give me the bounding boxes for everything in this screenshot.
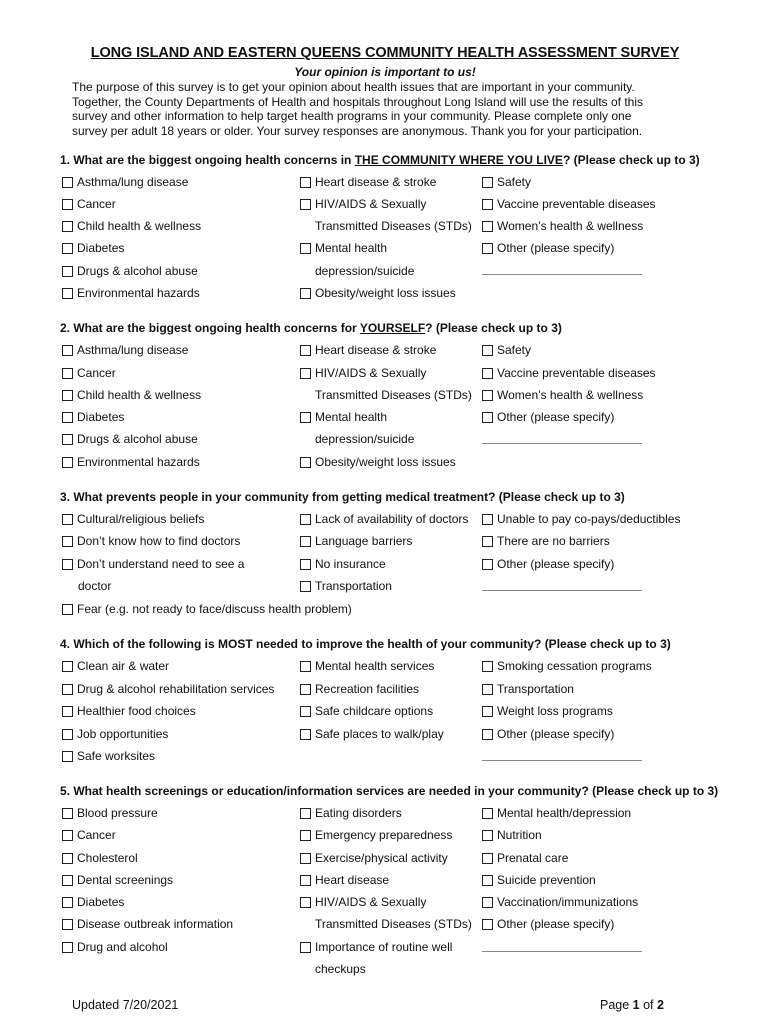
- checkbox[interactable]: [300, 581, 311, 592]
- q4-other-specify-line[interactable]: [482, 760, 642, 761]
- checkbox[interactable]: [62, 751, 73, 762]
- checkbox[interactable]: [62, 412, 73, 423]
- checkbox[interactable]: [482, 199, 493, 210]
- checkbox[interactable]: [482, 536, 493, 547]
- q2-option-hiv-cont: Transmitted Diseases (STDs): [315, 388, 472, 402]
- question-3: 3. What prevents people in your community from getting medical treatment? (Please check up to 3): [60, 490, 625, 504]
- q1-option-asthma[interactable]: Asthma/lung disease: [62, 174, 188, 190]
- checkbox[interactable]: [300, 514, 311, 525]
- q5-option-diabetes[interactable]: Diabetes: [62, 894, 124, 910]
- q2-option-env[interactable]: Environmental hazards: [62, 454, 200, 470]
- checkbox[interactable]: [62, 221, 73, 232]
- q3-option-nobarriers[interactable]: There are no barriers: [482, 533, 610, 549]
- q4-option-jobs[interactable]: Job opportunities: [62, 726, 168, 742]
- checkbox[interactable]: [300, 942, 311, 953]
- q5-option-vacc[interactable]: Vaccination/immunizations: [482, 894, 638, 910]
- checkbox[interactable]: [62, 875, 73, 886]
- q2-option-women[interactable]: Women’s health & wellness: [482, 387, 643, 403]
- intro-line: survey and other information to help target health programs in your community. Please complete only one: [72, 109, 632, 123]
- q4-option-walk[interactable]: Safe places to walk/play: [300, 726, 444, 742]
- checkbox[interactable]: [300, 199, 311, 210]
- q4-option-worksites[interactable]: Safe worksites: [62, 748, 155, 764]
- checkbox[interactable]: [482, 177, 493, 188]
- q2-other-specify-line[interactable]: [482, 443, 642, 444]
- q2-option-mental-cont: depression/suicide: [315, 432, 415, 446]
- checkbox[interactable]: [300, 853, 311, 864]
- checkbox[interactable]: [62, 559, 73, 570]
- q3-option-fear[interactable]: Fear (e.g. not ready to face/discuss health problem): [62, 601, 352, 617]
- q2-option-vaccine[interactable]: Vaccine preventable diseases: [482, 365, 656, 381]
- q1-option-env[interactable]: Environmental hazards: [62, 285, 200, 301]
- question-4: 4. Which of the following is MOST needed to improve the health of your community? (Please check up to 3): [60, 637, 671, 651]
- q4-option-air[interactable]: Clean air & water: [62, 658, 169, 674]
- q5-option-chol[interactable]: Cholesterol: [62, 850, 138, 866]
- q3-option-noins[interactable]: No insurance: [300, 556, 386, 572]
- intro-paragraph: [72, 80, 702, 138]
- q1-option-drugs[interactable]: Drugs & alcohol abuse: [62, 263, 198, 279]
- checkbox[interactable]: [482, 830, 493, 841]
- q3-option-dontunderstand-cont: doctor: [78, 579, 112, 593]
- checkbox[interactable]: [482, 390, 493, 401]
- checkbox[interactable]: [300, 729, 311, 740]
- checkbox[interactable]: [300, 684, 311, 695]
- q1-option-mental[interactable]: Mental health: [300, 240, 387, 256]
- checkbox[interactable]: [62, 288, 73, 299]
- checkbox[interactable]: [300, 457, 311, 468]
- checkbox[interactable]: [62, 434, 73, 445]
- q5-option-nutrition[interactable]: Nutrition: [482, 827, 542, 843]
- q1-option-cancer[interactable]: Cancer: [62, 196, 116, 212]
- q3-other-specify-line[interactable]: [482, 590, 642, 591]
- q2-option-safety[interactable]: Safety: [482, 342, 531, 358]
- checkbox[interactable]: [62, 897, 73, 908]
- q2-option-obesity[interactable]: Obesity/weight loss issues: [300, 454, 456, 470]
- checkbox[interactable]: [300, 559, 311, 570]
- checkbox[interactable]: [62, 368, 73, 379]
- checkbox[interactable]: [482, 729, 493, 740]
- q2-option-mental[interactable]: Mental health: [300, 409, 387, 425]
- checkbox[interactable]: [482, 514, 493, 525]
- q4-option-other[interactable]: Other (please specify): [482, 726, 614, 742]
- checkbox[interactable]: [62, 661, 73, 672]
- q2-option-cancer[interactable]: Cancer: [62, 365, 116, 381]
- q2-option-hiv[interactable]: HIV/AIDS & Sexually: [300, 365, 426, 381]
- checkbox[interactable]: [482, 243, 493, 254]
- checkbox[interactable]: [62, 830, 73, 841]
- checkbox[interactable]: [482, 412, 493, 423]
- q5-option-outbreak[interactable]: Disease outbreak information: [62, 916, 233, 932]
- survey-subtitle: Your opinion is important to us!: [294, 65, 476, 79]
- q4-option-smoking[interactable]: Smoking cessation programs: [482, 658, 652, 674]
- q1-option-women[interactable]: Women’s health & wellness: [482, 218, 643, 234]
- q4-option-rehab[interactable]: Drug & alcohol rehabilitation services: [62, 681, 274, 697]
- checkbox[interactable]: [300, 830, 311, 841]
- checkbox[interactable]: [482, 919, 493, 930]
- checkbox[interactable]: [62, 243, 73, 254]
- q5-option-cancer[interactable]: Cancer: [62, 827, 116, 843]
- checkbox[interactable]: [62, 514, 73, 525]
- q5-option-bp[interactable]: Blood pressure: [62, 805, 158, 821]
- checkbox[interactable]: [300, 706, 311, 717]
- checkbox[interactable]: [62, 706, 73, 717]
- q2-option-child[interactable]: Child health & wellness: [62, 387, 201, 403]
- page-number: Page 1 of 2: [600, 998, 664, 1012]
- q5-option-routine[interactable]: Importance of routine well: [300, 939, 452, 955]
- q3-option-other[interactable]: Other (please specify): [482, 556, 614, 572]
- question-2: 2. What are the biggest ongoing health concerns for YOURSELF? (Please check up to 3): [60, 321, 562, 335]
- checkbox[interactable]: [62, 942, 73, 953]
- q3-option-language[interactable]: Language barriers: [300, 533, 412, 549]
- checkbox[interactable]: [62, 919, 73, 930]
- checkbox[interactable]: [62, 729, 73, 740]
- checkbox[interactable]: [300, 536, 311, 547]
- checkbox[interactable]: [482, 345, 493, 356]
- q1-option-hiv[interactable]: HIV/AIDS & Sexually: [300, 196, 426, 212]
- q5-option-hiv-cont: Transmitted Diseases (STDs): [315, 917, 472, 931]
- checkbox[interactable]: [300, 177, 311, 188]
- checkbox[interactable]: [62, 345, 73, 356]
- checkbox[interactable]: [300, 875, 311, 886]
- q5-option-heart[interactable]: Heart disease: [300, 872, 389, 888]
- checkbox[interactable]: [300, 808, 311, 819]
- checkbox[interactable]: [62, 684, 73, 695]
- checkbox[interactable]: [62, 536, 73, 547]
- checkbox[interactable]: [482, 368, 493, 379]
- checkbox[interactable]: [62, 199, 73, 210]
- question-5: 5. What health screenings or education/information services are needed in your community? (Please check up to 3): [60, 784, 719, 798]
- checkbox[interactable]: [62, 266, 73, 277]
- q1-other-specify-line[interactable]: [482, 274, 642, 275]
- q4-option-mental[interactable]: Mental health services: [300, 658, 434, 674]
- checkbox[interactable]: [482, 897, 493, 908]
- checkbox[interactable]: [300, 897, 311, 908]
- question-1: 1. What are the biggest ongoing health concerns in THE COMMUNITY WHERE YOU LIVE? (Please check up to 3): [60, 153, 700, 167]
- q5-option-emergency[interactable]: Emergency preparedness: [300, 827, 452, 843]
- checkbox[interactable]: [482, 853, 493, 864]
- checkbox[interactable]: [482, 661, 493, 672]
- q5-option-drug[interactable]: Drug and alcohol: [62, 939, 168, 955]
- checkbox[interactable]: [300, 368, 311, 379]
- q5-option-mental[interactable]: Mental health/depression: [482, 805, 631, 821]
- checkbox[interactable]: [300, 288, 311, 299]
- checkbox[interactable]: [482, 875, 493, 886]
- checkbox[interactable]: [482, 559, 493, 570]
- q1-option-obesity[interactable]: Obesity/weight loss issues: [300, 285, 456, 301]
- q5-option-hiv[interactable]: HIV/AIDS & Sexually: [300, 894, 426, 910]
- intro-line: survey per adult 18 years or older. Your survey responses are anonymous. Thank you for your participation.: [72, 123, 643, 138]
- q3-option-cultural[interactable]: Cultural/religious beliefs: [62, 511, 204, 527]
- q1-option-child[interactable]: Child health & wellness: [62, 218, 201, 234]
- q1-option-safety[interactable]: Safety: [482, 174, 531, 190]
- checkbox[interactable]: [300, 345, 311, 356]
- checkbox[interactable]: [482, 808, 493, 819]
- intro-line: Together, the County Departments of Health and hospitals throughout Long Island will use the results of this: [72, 94, 644, 109]
- q4-option-transport[interactable]: Transportation: [482, 681, 574, 697]
- q1-option-mental-cont: depression/suicide: [315, 264, 415, 278]
- updated-date: Updated 7/20/2021: [72, 998, 179, 1012]
- q2-option-drugs[interactable]: Drugs & alcohol abuse: [62, 431, 198, 447]
- q2-option-asthma[interactable]: Asthma/lung disease: [62, 342, 188, 358]
- q5-option-dental[interactable]: Dental screenings: [62, 872, 173, 888]
- q2-option-diabetes[interactable]: Diabetes: [62, 409, 124, 425]
- q1-option-heart[interactable]: Heart disease & stroke: [300, 174, 436, 190]
- checkbox[interactable]: [62, 177, 73, 188]
- q3-option-lack[interactable]: Lack of availability of doctors: [300, 511, 468, 527]
- q4-option-recreation[interactable]: Recreation facilities: [300, 681, 419, 697]
- q3-option-transport[interactable]: Transportation: [300, 578, 392, 594]
- checkbox[interactable]: [62, 390, 73, 401]
- q3-option-dontknow[interactable]: Don’t know how to find doctors: [62, 533, 240, 549]
- checkbox[interactable]: [62, 808, 73, 819]
- q4-option-childcare[interactable]: Safe childcare options: [300, 703, 433, 719]
- q3-option-dontunderstand[interactable]: Don’t understand need to see a: [62, 556, 244, 572]
- checkbox[interactable]: [62, 604, 73, 615]
- survey-title: LONG ISLAND AND EASTERN QUEENS COMMUNITY HEALTH ASSESSMENT SURVEY: [90, 45, 680, 61]
- checkbox[interactable]: [62, 853, 73, 864]
- q1-option-vaccine[interactable]: Vaccine preventable diseases: [482, 196, 656, 212]
- checkbox[interactable]: [482, 684, 493, 695]
- q5-option-eating[interactable]: Eating disorders: [300, 805, 402, 821]
- q5-option-exercise[interactable]: Exercise/physical activity: [300, 850, 448, 866]
- q1-option-other[interactable]: Other (please specify): [482, 240, 614, 256]
- q4-option-food[interactable]: Healthier food choices: [62, 703, 196, 719]
- checkbox[interactable]: [300, 412, 311, 423]
- q5-option-routine-cont: checkups: [315, 962, 366, 976]
- checkbox[interactable]: [300, 243, 311, 254]
- q5-other-specify-line[interactable]: [482, 951, 642, 952]
- q2-option-other[interactable]: Other (please specify): [482, 409, 614, 425]
- q3-option-unable[interactable]: Unable to pay co-pays/deductibles: [482, 511, 680, 527]
- q2-option-heart[interactable]: Heart disease & stroke: [300, 342, 436, 358]
- q1-option-hiv-cont: Transmitted Diseases (STDs): [315, 219, 472, 233]
- q1-option-diabetes[interactable]: Diabetes: [62, 240, 124, 256]
- checkbox[interactable]: [482, 221, 493, 232]
- q4-option-weight[interactable]: Weight loss programs: [482, 703, 613, 719]
- checkbox[interactable]: [482, 706, 493, 717]
- checkbox[interactable]: [62, 457, 73, 468]
- q5-option-prenatal[interactable]: Prenatal care: [482, 850, 568, 866]
- checkbox[interactable]: [300, 661, 311, 672]
- q5-option-other[interactable]: Other (please specify): [482, 916, 614, 932]
- q5-option-suicide[interactable]: Suicide prevention: [482, 872, 596, 888]
- intro-line: The purpose of this survey is to get your opinion about health issues that are important in your community.: [72, 80, 635, 94]
